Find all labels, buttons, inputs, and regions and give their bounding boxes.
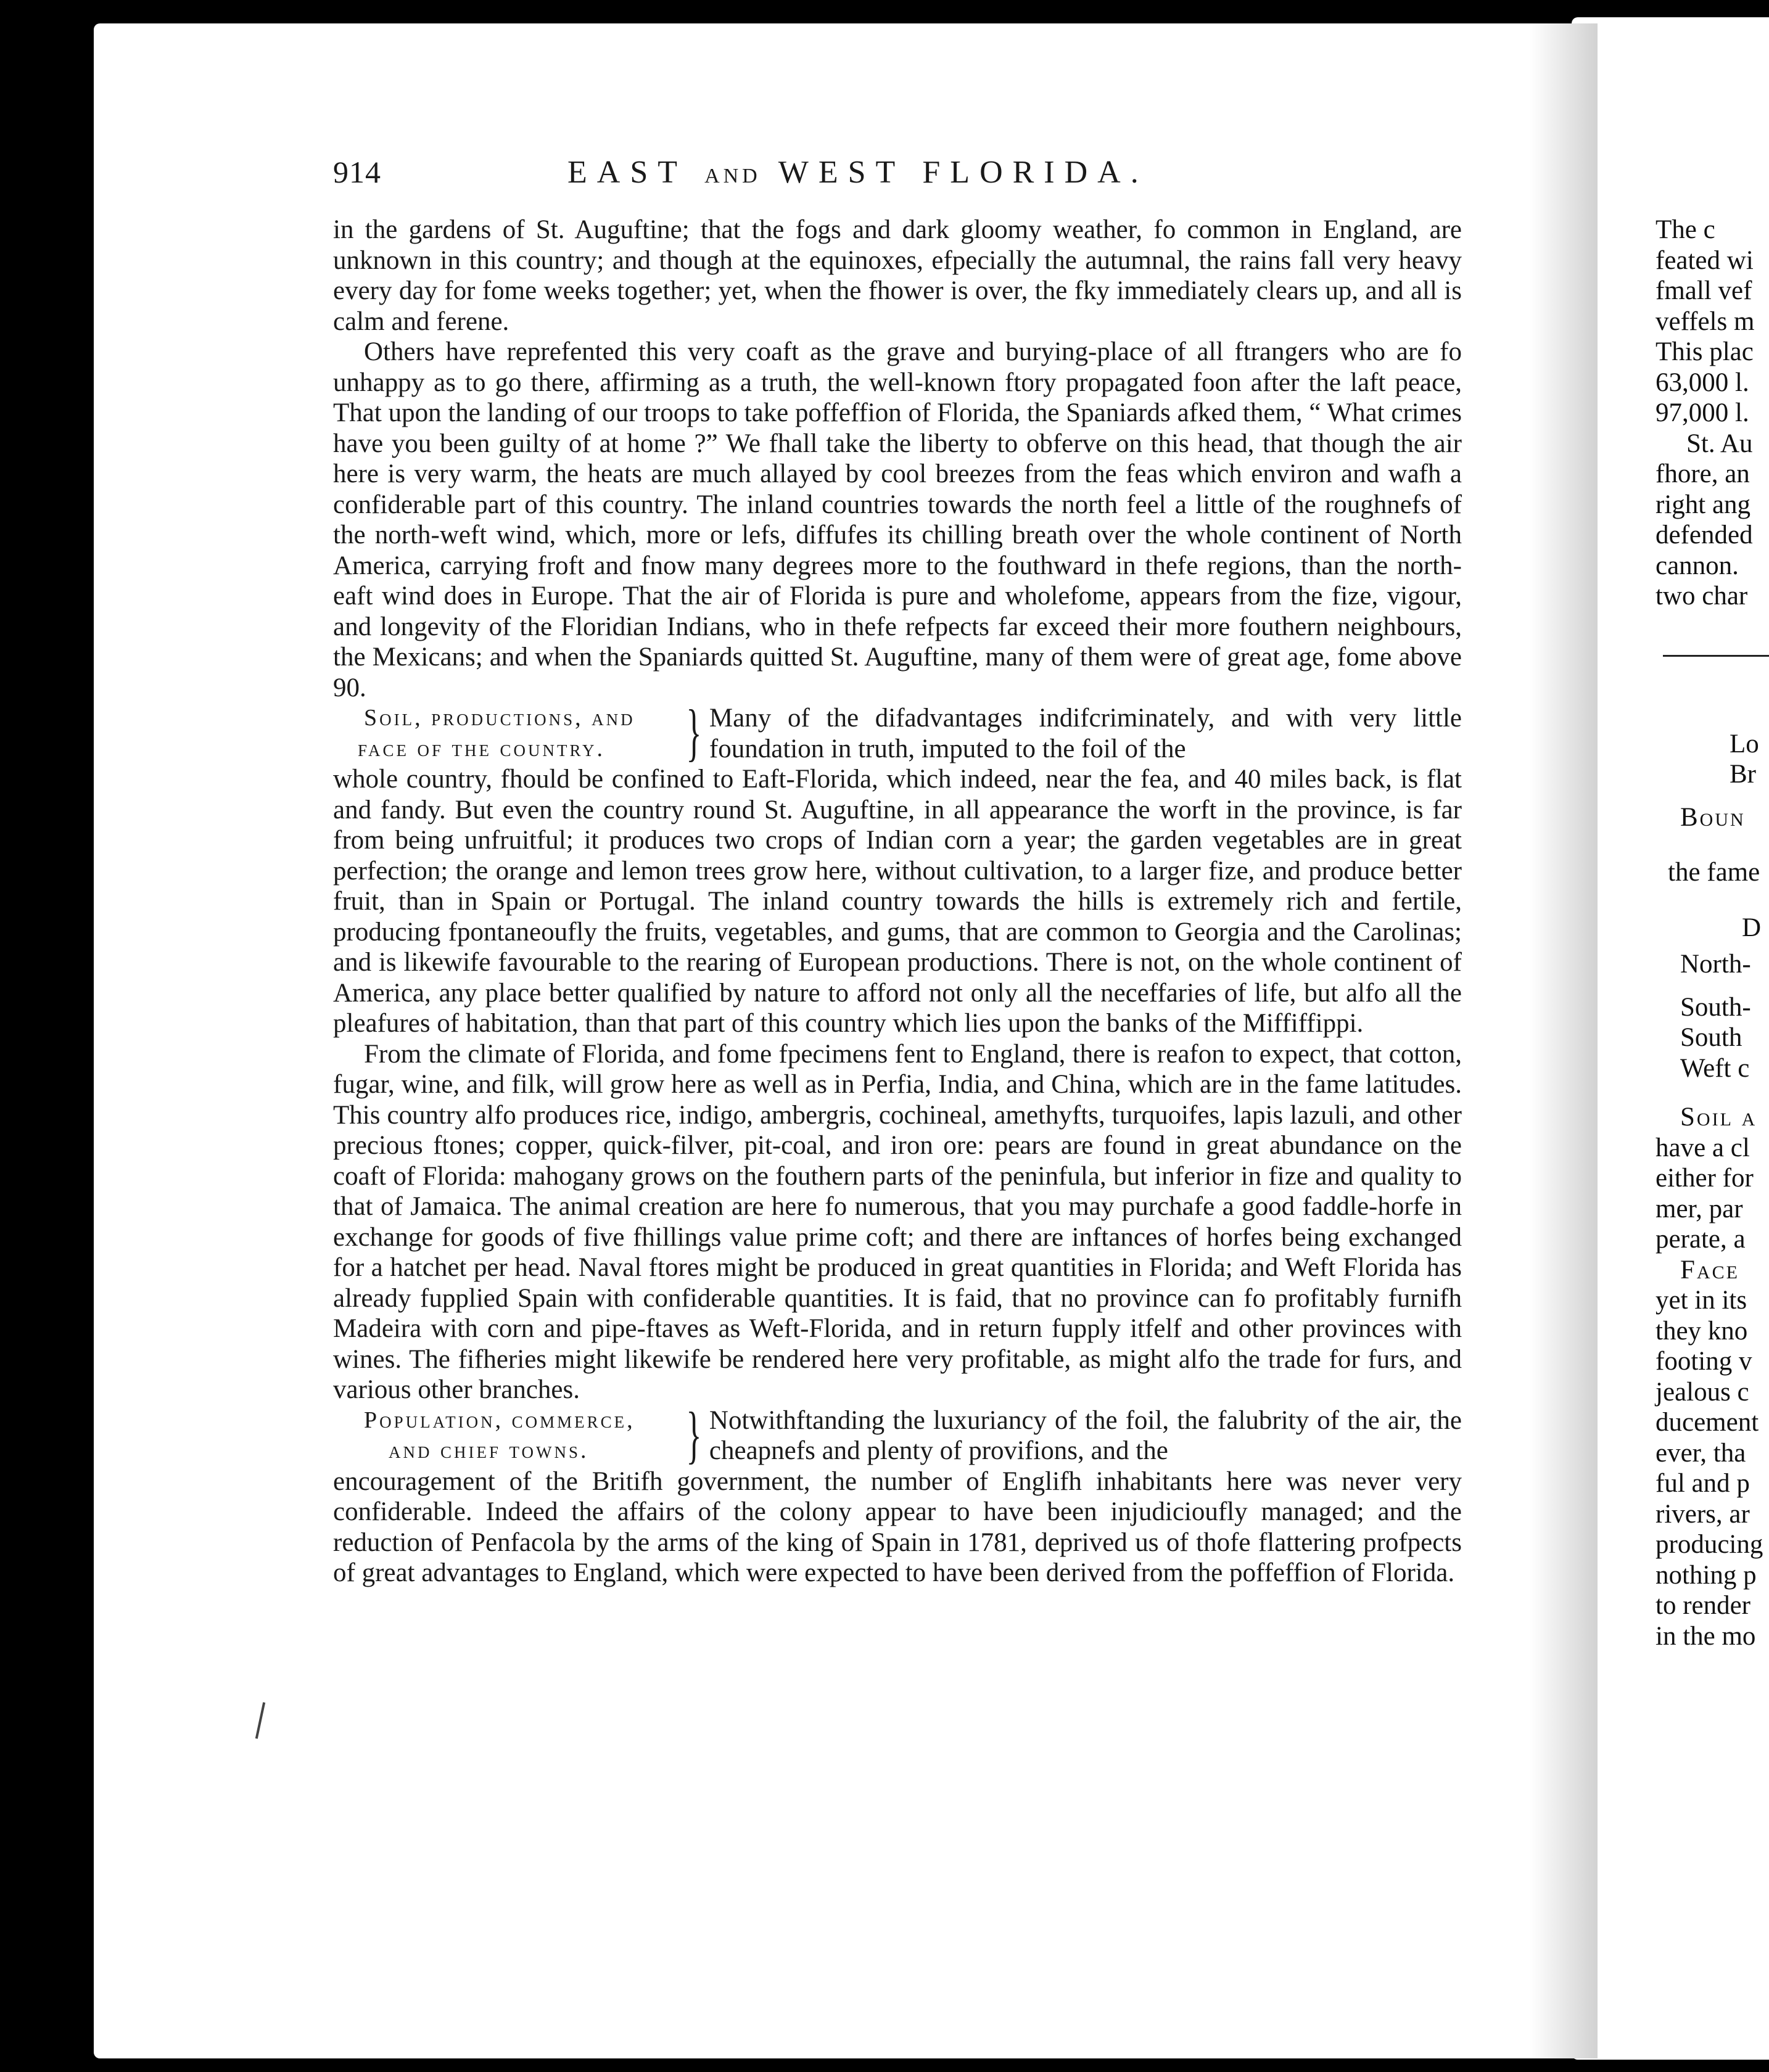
pop-heading-line1: Population, commerce, <box>364 1407 635 1433</box>
right-line: in the mo <box>1656 1621 1756 1651</box>
title-part-east: EAST <box>567 155 687 190</box>
right-line: the fame <box>1668 858 1760 887</box>
running-title <box>567 154 1148 191</box>
right-line: ever, tha <box>1656 1438 1746 1468</box>
right-line: perate, a <box>1656 1225 1746 1254</box>
right-line: Boun <box>1680 802 1746 832</box>
right-line: fhore, an <box>1656 459 1750 488</box>
right-page-rule <box>1663 655 1769 657</box>
right-line: St. Au <box>1686 429 1753 458</box>
right-line: to render <box>1656 1591 1751 1620</box>
right-line: right ang <box>1656 490 1751 519</box>
right-line: ducement <box>1656 1408 1759 1437</box>
right-line: yet in its <box>1656 1286 1747 1315</box>
right-line: nothing p <box>1656 1560 1757 1590</box>
right-page-text <box>1656 17 1769 1651</box>
soil-text-start: Many of the difadvantages indifcriminately, and with very little foundation in truth, imputed to the foil of the <box>709 704 1462 763</box>
right-line: South <box>1680 1023 1742 1052</box>
right-line: Lo <box>1730 729 1759 758</box>
right-line: This plac <box>1656 337 1754 366</box>
right-line: mer, par <box>1656 1194 1743 1223</box>
right-line: have a cl <box>1656 1133 1750 1162</box>
right-line: North- <box>1680 950 1751 979</box>
paragraph-5: encouragement of the Britifh government, the number of Englifh inhabitants here was never very confiderable. Indeed the affairs of the colony appear to have been injudicioufly managed; and the reduction of Penfacola by the arms of the king of Spain in 1781, deprived us of thofe flattering profpects of great advantages to England, which were expected to have been derived from the poffeffion of Florida. <box>333 1466 1462 1587</box>
right-line: Soil a <box>1680 1103 1757 1132</box>
brace-glyph: } <box>686 697 702 768</box>
population-section-heading <box>333 1405 678 1466</box>
right-line: 63,000 l. <box>1656 368 1749 397</box>
right-line: South- <box>1680 992 1751 1022</box>
paragraph-1: in the gardens of St. Auguftine; that the fogs and dark gloomy weather, fo common in England, are unknown in this country; and though at the equinoxes, efpecially the autumnal, the rains fall very heavy every day for fome weeks together; yet, when the fhower is over, the fky immediately clears up, and all is calm and ferene. <box>333 215 1462 336</box>
soil-heading-line1: Soil, productions, and <box>364 705 635 731</box>
brace-glyph: } <box>686 1399 702 1470</box>
page-header <box>333 154 1505 204</box>
right-line: ful and p <box>1656 1469 1750 1498</box>
right-line: Br <box>1730 760 1756 789</box>
soil-heading-line2: face of the country. <box>358 735 606 762</box>
page-number: 914 <box>333 155 381 189</box>
paragraph-2: Others have reprefented this very coaft as the grave and burying-place of all ftrangers who are fo unhappy as to go there, affirming as a truth, the well-known ftory propagated foon after the laft peace, That upon the landing of our troops to take poffeffion of Florida, the Spaniards afked them, “ What crimes have you been guilty of at home ?” We fhall take the liberty to obferve on this head, that though the air here is very warm, the heats are much allayed by cool breezes from the feas which environ and wafh a confiderable part of this country. The inland countries towards the north feel a little of the roughnefs of the north-weft wind, which, more or lefs, diffufes its chilling breath over the whole continent of North America, carrying froft and fnow many degrees more to the fouthward in thefe regions, than the north-eaft wind does in Europe. That the air of Florida is pure and wholefome, appears from the fize, vigour, and longevity of the Floridian Indians, who in thefe refpects far exceed their more fouthern neighbours, the Mexicans; and when the Spaniards quitted St. Auguftine, many of them were of great age, fome above 90. <box>333 337 1462 702</box>
right-line: rivers, ar <box>1656 1499 1750 1529</box>
right-line: two char <box>1656 582 1748 610</box>
population-section <box>333 1399 1462 1470</box>
paragraph-4: From the climate of Florida, and fome fpecimens fent to England, there is reafon to expect, that cotton, fugar, wine, and filk, will grow here as well as in Perfia, India, and China, which are in the fame latitudes. This country alfo produces rice, indigo, ambergris, cochineal, amethyfts, turquoifes, lapis lazuli, and other precious ftones; copper, quick-filver, pit-coal, and iron ore: pears are found in great abundance on the coaft of Florida: mahogany grows on the fouthern parts of the peninfula, but inferior in fize and quality to that of Jamaica. The animal creation are here fo numerous, that you may purchafe a good faddle-horfe in exchange for goods of five fhillings value prime coft; and there are inftances of horfes being exchanged for a hatchet per head. Naval ftores might be produced in great quantities in Florida; and Weft Florida has already fupplied Spain with confiderable quantities. It is faid, that no province can fo profitably furnifh Madeira with corn and pipe-ftaves as Weft-Florida, and in return fupply itfelf and other provinces with wines. The fifheries might likewife be rendered here very profitable, as might alfo the trade for furs, and various other branches. <box>333 1039 1462 1404</box>
right-line: D <box>1742 913 1762 942</box>
right-page <box>1572 17 1769 2060</box>
right-line: Face <box>1680 1255 1739 1285</box>
right-line: fmall vef <box>1656 276 1752 305</box>
pop-heading-line2: and chief towns. <box>389 1437 589 1463</box>
title-part-west: WEST FLORIDA. <box>778 155 1148 190</box>
soil-section-heading <box>333 703 678 764</box>
body-text <box>333 215 1462 1589</box>
right-line: producing <box>1656 1530 1763 1559</box>
right-line: jealous c <box>1656 1377 1749 1407</box>
soil-section <box>333 697 1462 768</box>
right-line: 97,000 l. <box>1656 398 1749 427</box>
population-text-start: Notwithftanding the luxuriancy of the foil, the falubrity of the air, the cheapnefs and plenty of provifions, and the <box>709 1405 1462 1465</box>
paragraph-3: whole country, fhould be confined to Eaft-Florida, which indeed, near the fea, and 40 miles back, is flat and fandy. But even the country round St. Auguftine, in all appearance the worft in the province, is far from being unfruitful; it produces two crops of Indian corn a year; the garden vegetables are in great perfection; the orange and lemon trees grow here, without cultivation, to a larger fize, and produce better fruit, than in Spain or Portugal. The inland country towards the hills is extremely rich and fertile, producing fpontaneoufly the fruits, vegetables, and gums, that are common to Georgia and the Carolinas; and is likewife favourable to the rearing of European productions. There is not, on the whole continent of America, any place better qualified by nature to afford not only all the neceffaries of life, but alfo all the pleafures of habitation, than that part of this country which lies upon the banks of the Miffiffippi. <box>333 765 1462 1038</box>
right-line: Weft c <box>1680 1053 1750 1083</box>
right-line: either for <box>1656 1164 1754 1193</box>
right-line: defended <box>1656 520 1753 549</box>
right-line: footing v <box>1656 1347 1752 1376</box>
right-line: feated wi <box>1656 245 1754 275</box>
right-line: they kno <box>1656 1316 1748 1346</box>
right-line: cannon. <box>1656 551 1739 580</box>
right-line: The c <box>1656 215 1715 244</box>
right-line: veffels m <box>1656 306 1755 336</box>
title-and: AND <box>704 165 761 187</box>
